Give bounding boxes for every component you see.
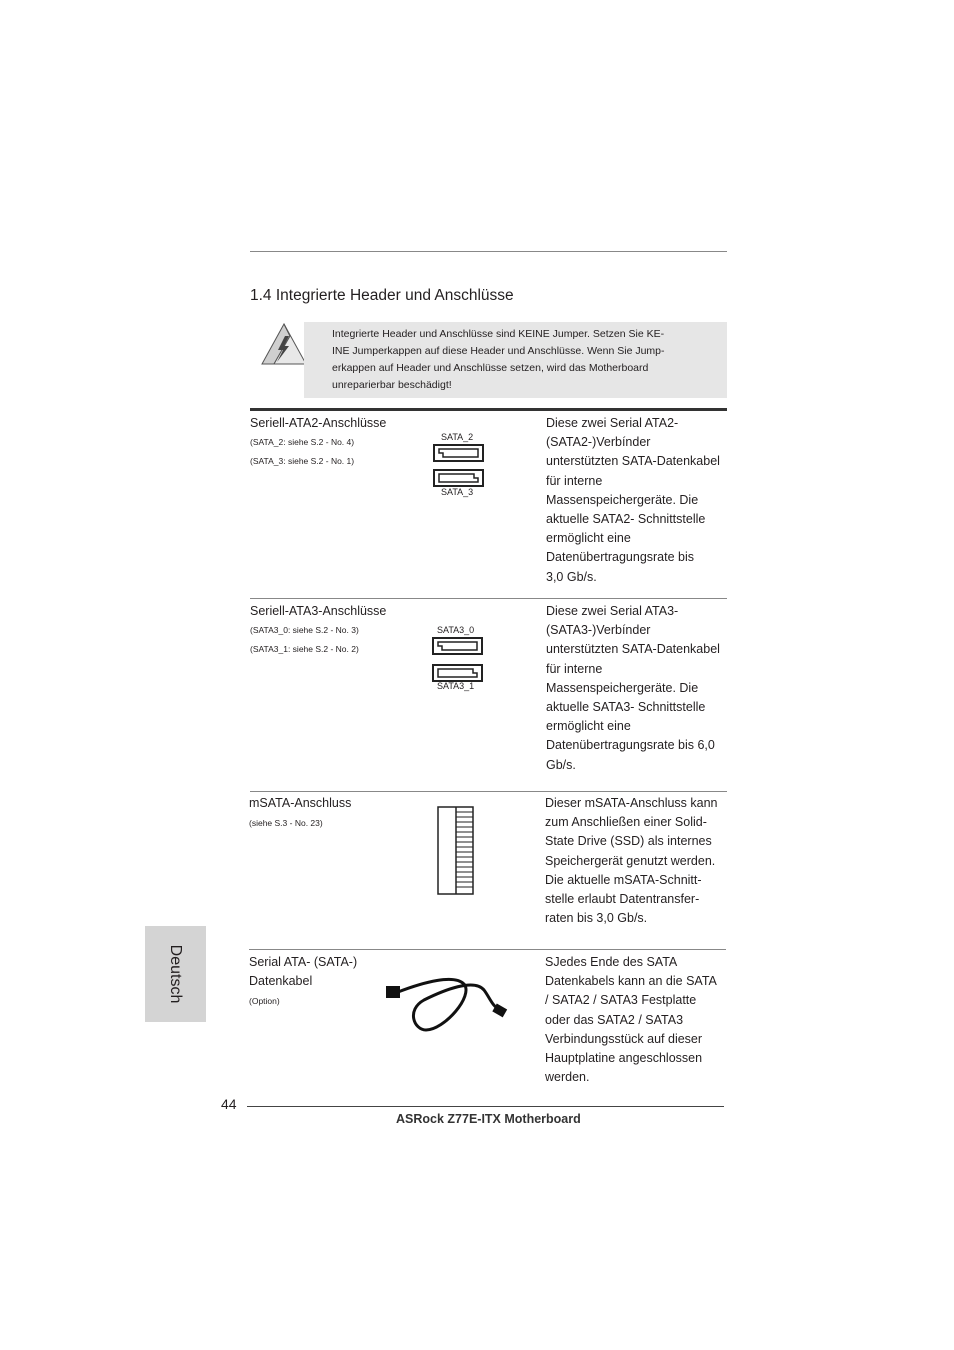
language-tab-label: Deutsch: [167, 944, 184, 1004]
desc-line: aktuelle SATA2- Schnittstelle: [546, 512, 706, 527]
row-title-msata: mSATA-Anschluss: [249, 796, 352, 810]
connector-label: SATA_2: [441, 432, 474, 442]
desc-line: Datenübertragungsrate bis 6,0: [546, 738, 715, 753]
warning-line: unreparierbar beschädigt!: [332, 379, 452, 391]
msata-connector-icon: [437, 806, 475, 900]
desc-line: SJedes Ende des SATA: [545, 955, 678, 969]
desc-line: raten bis 3,0 Gb/s.: [545, 911, 648, 926]
desc-line: (SATA2-)Verbínder: [546, 435, 651, 450]
desc-line: stelle erlaubt Datentransfer-: [545, 892, 700, 907]
desc-line: 3,0 Gb/s.: [546, 569, 597, 584]
desc-line: / SATA2 / SATA3 Festplatte: [545, 993, 697, 1008]
desc-line: Die aktuelle mSATA-Schnitt-: [545, 872, 702, 887]
desc-line: Datenkabels kann an die SATA: [545, 974, 717, 989]
warning-text: [332, 326, 691, 394]
language-tab: [145, 926, 206, 1022]
desc-line: Diese zwei Serial ATA2-: [546, 416, 679, 430]
desc-line: oder das SATA2 / SATA3: [545, 1012, 684, 1027]
connector-label: SATA3_1: [437, 681, 475, 691]
desc-line: ermöglicht eine: [546, 719, 631, 734]
desc-line: Verbindungsstück auf dieser: [545, 1031, 703, 1046]
row-sub: (siehe S.3 - No. 23): [249, 818, 323, 828]
connector-label: SATA3_0: [437, 625, 475, 635]
row-sub: (Option): [249, 996, 280, 1006]
desc-line: (SATA3-)Verbínder: [546, 623, 651, 638]
footer-rule: [247, 1106, 724, 1107]
row-description: [545, 953, 717, 1087]
row-title-sata2: Seriell-ATA2-Anschlüsse: [250, 416, 387, 430]
desc-line: Massenspeichergeräte. Die: [546, 492, 699, 507]
row-title-sata3: Seriell-ATA3-Anschlüsse: [250, 604, 387, 618]
row-divider: [249, 949, 726, 950]
row-sub: (SATA_2: siehe S.2 - No. 4): [250, 437, 355, 447]
row-description: [546, 414, 720, 587]
desc-line: Speichergerät genutzt werden.: [545, 853, 716, 868]
desc-line: ermöglicht eine: [546, 531, 631, 546]
row-title-sata-cable: [249, 953, 357, 991]
row-sub: (SATA3_0: siehe S.2 - No. 3): [250, 625, 359, 635]
desc-line: für interne: [546, 661, 603, 676]
desc-line: State Drive (SSD) als internes: [545, 834, 712, 849]
header-rule: [250, 251, 727, 252]
desc-line: Datenübertragungsrate bis: [546, 550, 695, 565]
row-description: [546, 602, 720, 775]
desc-line: Gb/s.: [546, 757, 576, 772]
desc-line: aktuelle SATA3- Schnittstelle: [546, 700, 706, 715]
warning-line: Integrierte Header und Anschlüsse sind KEINE Jumper. Setzen Sie KE-: [332, 328, 665, 340]
row-divider: [250, 598, 727, 599]
desc-line: zum Anschließen einer Solid-: [545, 815, 707, 830]
sata-cable-image: [384, 970, 510, 1039]
desc-line: unterstützten SATA-Datenkabel: [546, 642, 720, 657]
desc-line: Diese zwei Serial ATA3-: [546, 604, 679, 618]
page-number: 44: [221, 1096, 237, 1112]
section-title: 1.4 Integrierte Header und Anschlüsse: [250, 287, 514, 304]
row-sub: (SATA3_1: siehe S.2 - No. 2): [250, 644, 359, 654]
warning-line: erkappen auf Header und Anschlüsse setzen, wird das Motherboard: [332, 362, 649, 374]
warning-line: INE Jumperkappen auf diese Header und Anschlüsse. Wenn Sie Jump-: [332, 345, 665, 357]
title-line: Serial ATA- (SATA-): [249, 955, 358, 969]
title-line: Datenkabel: [249, 974, 313, 988]
desc-line: Dieser mSATA-Anschluss kann: [545, 796, 718, 810]
desc-line: werden.: [545, 1070, 590, 1085]
warning-lightning-icon: [258, 322, 306, 368]
row-divider: [250, 791, 727, 792]
footer-title: ASRock Z77E-ITX Motherboard: [396, 1112, 581, 1126]
warning-box: [304, 322, 727, 398]
desc-line: für interne: [546, 473, 603, 488]
desc-line: Massenspeichergeräte. Die: [546, 680, 699, 695]
row-sub: (SATA_3: siehe S.2 - No. 1): [250, 456, 355, 466]
table-top-rule: [250, 408, 727, 411]
row-description: [545, 794, 718, 928]
connector-label: SATA_3: [441, 487, 474, 497]
desc-line: unterstützten SATA-Datenkabel: [546, 454, 720, 469]
desc-line: Hauptplatine angeschlossen: [545, 1051, 703, 1066]
